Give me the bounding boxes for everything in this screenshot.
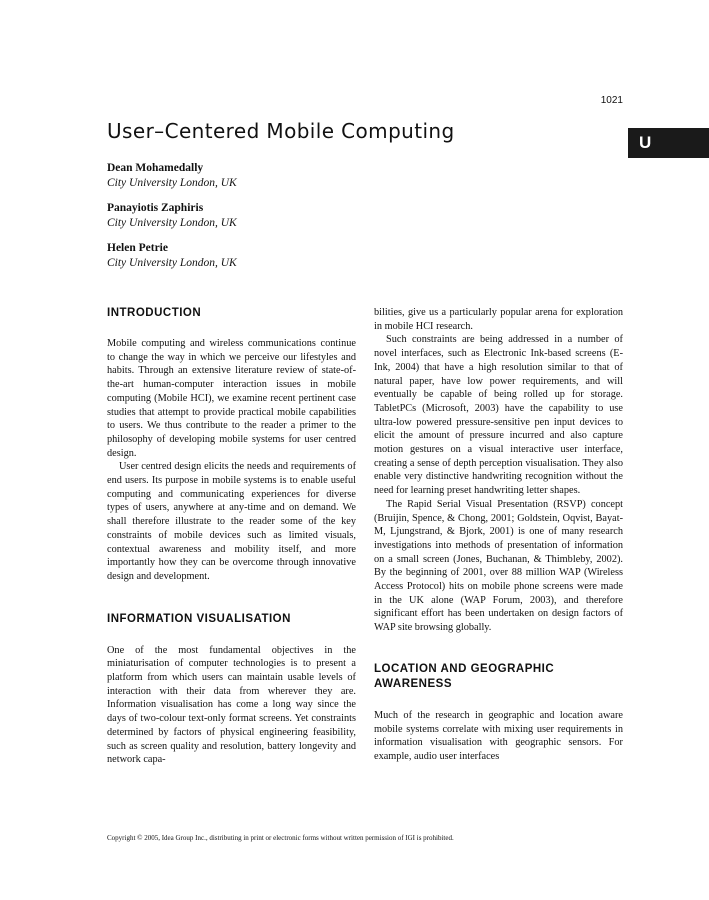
author-block [107,161,507,191]
author-name: Helen Petrie [107,242,168,254]
info-vis-paragraph: One of the most fundamental objectives in the miniaturisation of computer technologies is to present a platform from which users can maintain usable levels of interaction with their data from wherever they are. Information visualisation has come a long way since the days of two-colour text-only format screens. Yet constraints determined by factors of physical engineering feasibility, such as screen quality and resolution, battery longevity and network capa- [107,644,356,766]
introduction-paragraph: User centred design elicits the needs and requirements of end users. Its purpose in mobile systems is to enable useful computing and communicating experiences for diverse types of users, anywhere at any-time and on demand. We shall therefore illustrate to the reader some of the key constraints of mobile devices such as limited visuals, contextual awareness and mobility itself, and more importantly how they can be overcome through innovative design and development. [107,461,356,582]
author-block [107,201,507,231]
author-affiliation: City University London, UK [107,257,237,269]
section-letter-tab: U [628,128,709,158]
article-title: User–Centered Mobile Computing [107,119,455,143]
info-vis-paragraph: Such constraints are being addressed in a number of novel interfaces, such as Electronic Ink-based screens (E-Ink, 2004) that have a high resolution similar to that of natural paper, have low power requirements, and will eventually be capable of being rolled up for storage. TabletPCs (Microsoft, 2003) have the capability to use ultra-low powered pressure-sensitive pen input devices to elicit the amount of pressure incurred and also capture motion gestures on a visual interactive user interface, creating a sense of depth perception visualisation. They also enable very distinctive handwriting recognition without the need for learning preset handwriting letter shapes. [374,334,623,497]
author-name: Panayiotis Zaphiris [107,202,204,214]
left-column [107,306,356,767]
info-vis-heading: INFORMATION VISUALISATION [107,612,291,625]
info-vis-paragraph: bilities, give us a particularly popular arena for exploration in mobile HCI research. [374,307,623,332]
location-heading: LOCATION AND GEOGRAPHIC AWARENESS [374,662,555,690]
author-name: Dean Mohamedally [107,162,204,174]
info-vis-paragraph: The Rapid Serial Visual Presentation (RSVP) concept (Bruijin, Spence, & Chong, 2001; Goldstein, Oqvist, Bayat-M, Ljungstrand, & Bjork, 2001) is one of many research investigations into methods of presentation of information on a small screen (Jones, Buchanan, & Thimbleby, 2002). By the beginning of 2001, over 88 million WAP (Wireless Access Protocol) hits on mobile phone screens were made in the UK alone (WAP Forum, 2003), and therefore significant effort has been undertaken on design factors of WAP site browsing globally. [374,498,623,634]
author-affiliation: City University London, UK [107,177,237,189]
copyright-notice: Copyright © 2005, Idea Group Inc., distributing in print or electronic forms without written permission of IGI is prohibited. [107,834,454,842]
author-affiliation: City University London, UK [107,217,237,229]
right-column [374,306,623,764]
introduction-heading: INTRODUCTION [107,307,202,319]
author-list [107,161,507,281]
introduction-paragraph: Mobile computing and wireless communications continue to change the way in which we perceive our lifestyles and habits. Through an extensive literature review of state-of-the-art human-computer interaction issues in mobile computing (Mobile HCI), we examine recent pertinent case studies that attempt to provide practical mobile capabilities to users. We thus contribute to the reader a primer to the philosophy of developing mobile systems for user centred design. [107,338,356,459]
author-block [107,241,507,271]
location-paragraph: Much of the research in geographic and location aware mobile systems correlate with mixing user requirements in information visualisation with geographic sensors. For example, audio user interfaces [374,709,623,762]
page-number: 1021 [600,95,623,106]
